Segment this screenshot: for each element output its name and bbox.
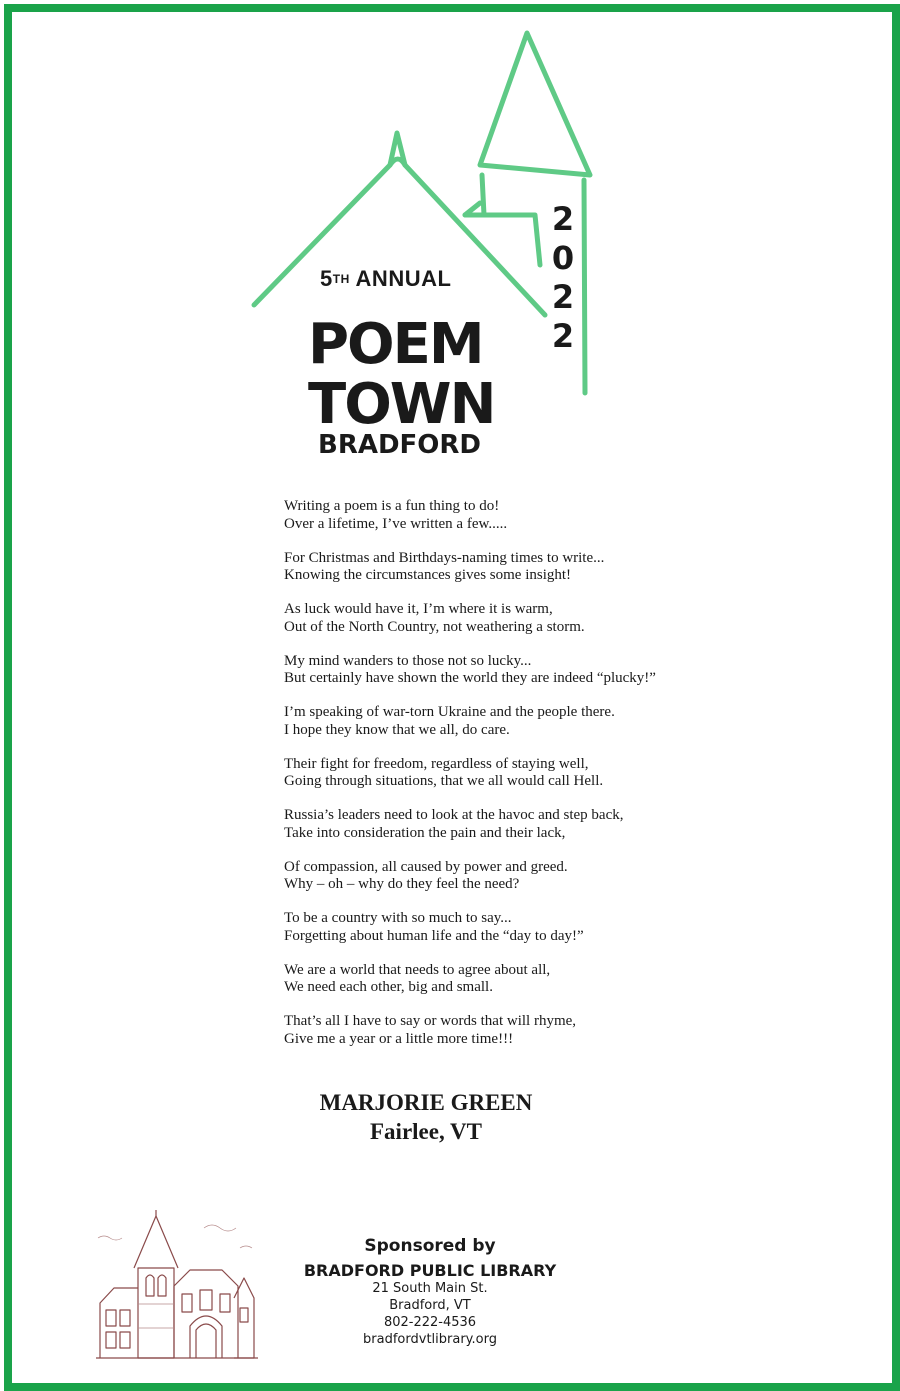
poem-line: But certainly have shown the world they are indeed “plucky!” — [284, 670, 656, 686]
annual-label: 5TH ANNUAL — [320, 266, 452, 291]
poem-stanza — [284, 1013, 744, 1048]
poem-line: As luck would have it, I’m where it is warm, — [284, 601, 553, 617]
logo-line-bradford: BRADFORD — [318, 430, 482, 460]
poem-line: To be a country with so much to say... — [284, 910, 512, 926]
poem-stanza — [284, 704, 744, 739]
logo-line-poem: POEM — [308, 312, 483, 377]
library-street: 21 South Main St. — [372, 1281, 488, 1296]
poem-line: Give me a year or a little more time!!! — [284, 1030, 514, 1047]
poem-stanza — [284, 653, 744, 688]
poem-stanza — [284, 859, 744, 894]
poem-line: Of compassion, all caused by power and greed. — [284, 858, 568, 875]
library-phone: 802-222-4536 — [383, 1315, 477, 1330]
poem-stanza — [284, 756, 744, 791]
library-website: bradfordvtlibrary.org — [363, 1332, 497, 1347]
poem-line: We are a world that needs to agree about all, — [284, 961, 551, 978]
year-digit: 2 — [551, 317, 575, 355]
sponsored-by-label: Sponsored by — [364, 1236, 496, 1256]
poem-body — [284, 498, 744, 1065]
poem-line: Forgetting about human life and the “day to day!” — [284, 927, 584, 944]
poem-line: We need each other, big and small. — [284, 979, 493, 995]
author-name: MARJORIE GREEN — [319, 1090, 533, 1115]
poem-stanza — [284, 910, 744, 945]
year-digit: 2 — [551, 200, 575, 238]
logo-line-town: TOWN — [308, 372, 495, 437]
library-building-sketch — [94, 1208, 260, 1366]
poem-stanza — [284, 601, 744, 636]
poem-line: My mind wanders to those not so lucky... — [284, 652, 532, 669]
poem-stanza — [284, 807, 744, 842]
author-location: Fairlee, VT — [370, 1119, 482, 1144]
poem-stanza — [284, 498, 744, 533]
poem-line: I’m speaking of war-torn Ukraine and the people there. — [284, 704, 615, 720]
poem-line: I hope they know that we all, do care. — [284, 721, 510, 738]
poem-line: Take into consideration the pain and their lack, — [284, 824, 566, 841]
year-digit: 0 — [551, 239, 575, 277]
poem-line: Writing a poem is a fun thing to do! — [284, 498, 500, 514]
poem-line: That’s all I have to say or words that will rhyme, — [284, 1013, 577, 1029]
poem-stanza — [284, 962, 744, 997]
poem-line: For Christmas and Birthdays-naming times to write... — [284, 549, 605, 566]
library-city: Bradford, VT — [389, 1298, 471, 1313]
poem-line: Going through situations, that we all would call Hell. — [284, 773, 604, 789]
poem-line: Over a lifetime, I’ve written a few..... — [284, 515, 508, 532]
poem-stanza — [284, 550, 744, 585]
poem-line: Russia’s leaders need to look at the havoc and step back, — [284, 807, 624, 823]
poem-line: Knowing the circumstances gives some insight! — [284, 567, 572, 583]
poem-line: Why – oh – why do they feel the need? — [284, 876, 520, 892]
year-digit: 2 — [551, 278, 575, 316]
poem-line: Their fight for freedom, regardless of staying well, — [284, 755, 589, 772]
library-name: BRADFORD PUBLIC LIBRARY — [303, 1261, 557, 1280]
poem-line: Out of the North Country, not weathering a storm. — [284, 618, 585, 635]
